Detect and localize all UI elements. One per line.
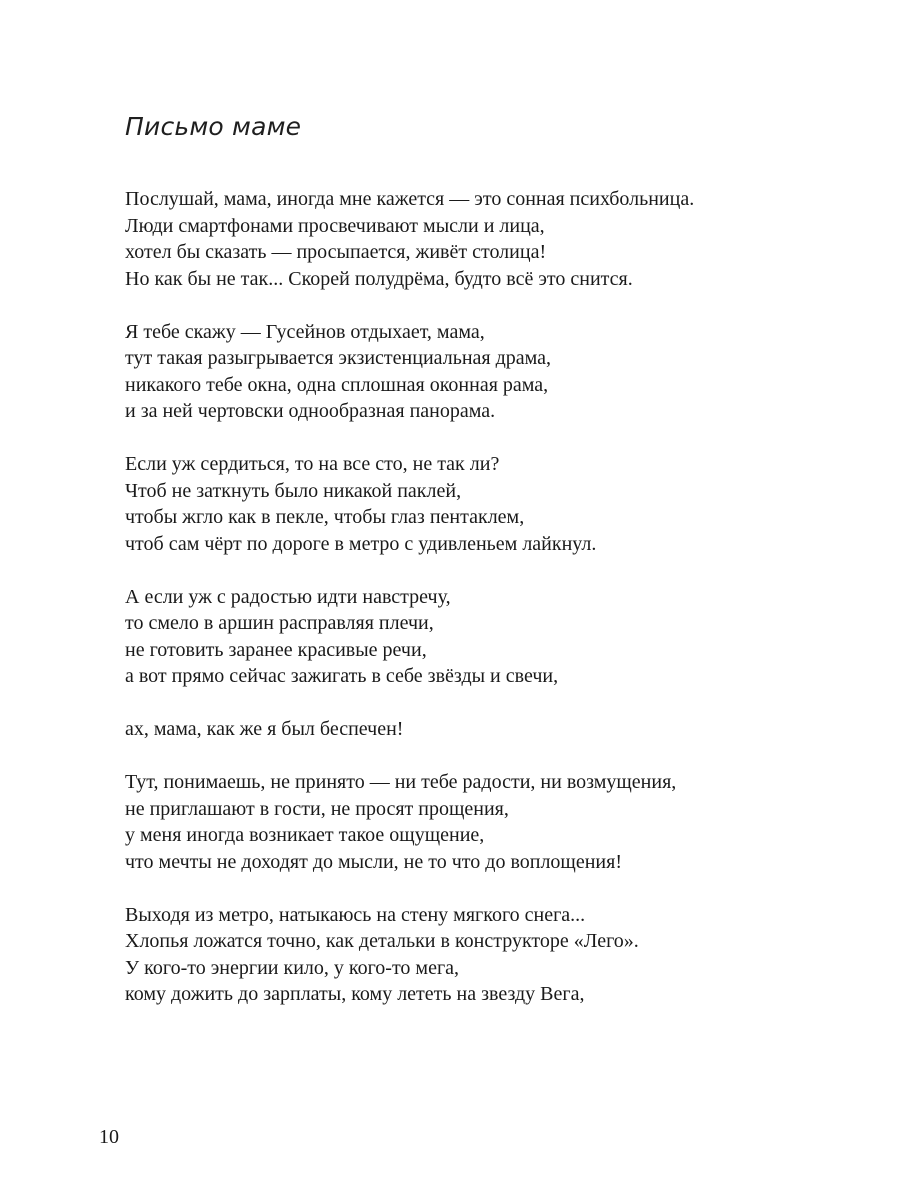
poem-line: не приглашают в гости, не просят прощения, [125, 797, 509, 820]
stanza [125, 902, 885, 1008]
poem-line: Если уж сердиться, то на все сто, не так ли? [125, 453, 500, 475]
poem-line: чтобы жгло как в пекле, чтобы глаз пентаклем, [125, 506, 525, 528]
poem-line: Чтоб не заткнуть было никакой паклей, [125, 479, 462, 502]
page-number: 10 [99, 1126, 119, 1148]
poem-line: то смело в аршин расправляя плечи, [125, 612, 434, 634]
poem-line: Я тебе скажу — Гусейнов отдыхает, мама, [125, 320, 485, 343]
stanza [125, 716, 885, 743]
poem-line: а вот прямо сейчас зажигать в себе звёзды и свечи, [125, 665, 559, 687]
poem-line: и за ней чертовски однообразная панорама. [125, 400, 496, 422]
stanza [125, 186, 885, 292]
poem-line: ах, мама, как же я был беспечен! [125, 718, 404, 740]
poem-line: А если уж с радостью идти навстречу, [125, 585, 451, 608]
poem-line: тут такая разыгрывается экзистенциальная драма, [125, 347, 552, 369]
stanza [125, 451, 885, 557]
poem-line: Тут, понимаешь, не принято — ни тебе радости, ни возмущения, [125, 771, 677, 793]
poem-line: что мечты не доходят до мысли, не то что до воплощения! [125, 850, 622, 873]
poem-line: хотел бы сказать — просыпается, живёт столица! [125, 241, 547, 263]
poem-line: кому дожить до зарплаты, кому лететь на звезду Вега, [125, 983, 585, 1005]
page-title: Письмо маме [125, 112, 302, 141]
poem-line: чтоб сам чёрт по дороге в метро с удивленьем лайкнул. [125, 532, 597, 555]
poem-line: никакого тебе окна, одна сплошная оконная рама, [125, 373, 549, 396]
poem-line: у меня иногда возникает такое ощущение, [125, 824, 485, 846]
stanza [125, 319, 885, 425]
poem-line: Хлопья ложатся точно, как детальки в конструкторе «Лего». [125, 930, 639, 952]
poem-line: не готовить заранее красивые речи, [125, 638, 427, 661]
poem-line: Послушай, мама, иногда мне кажется — это сонная психбольница. [125, 188, 695, 210]
poem-line: Но как бы не так... Скорей полудрёма, будто всё это снится. [125, 267, 633, 290]
poem-line: У кого-то энергии кило, у кого-то мега, [125, 956, 460, 979]
poem-line: Люди смартфонами просвечивают мысли и лица, [125, 214, 545, 237]
stanza [125, 584, 885, 690]
stanza [125, 769, 885, 875]
poem-line: Выходя из метро, натыкаюсь на стену мягкого снега... [125, 903, 586, 926]
poem-body [125, 186, 885, 1034]
